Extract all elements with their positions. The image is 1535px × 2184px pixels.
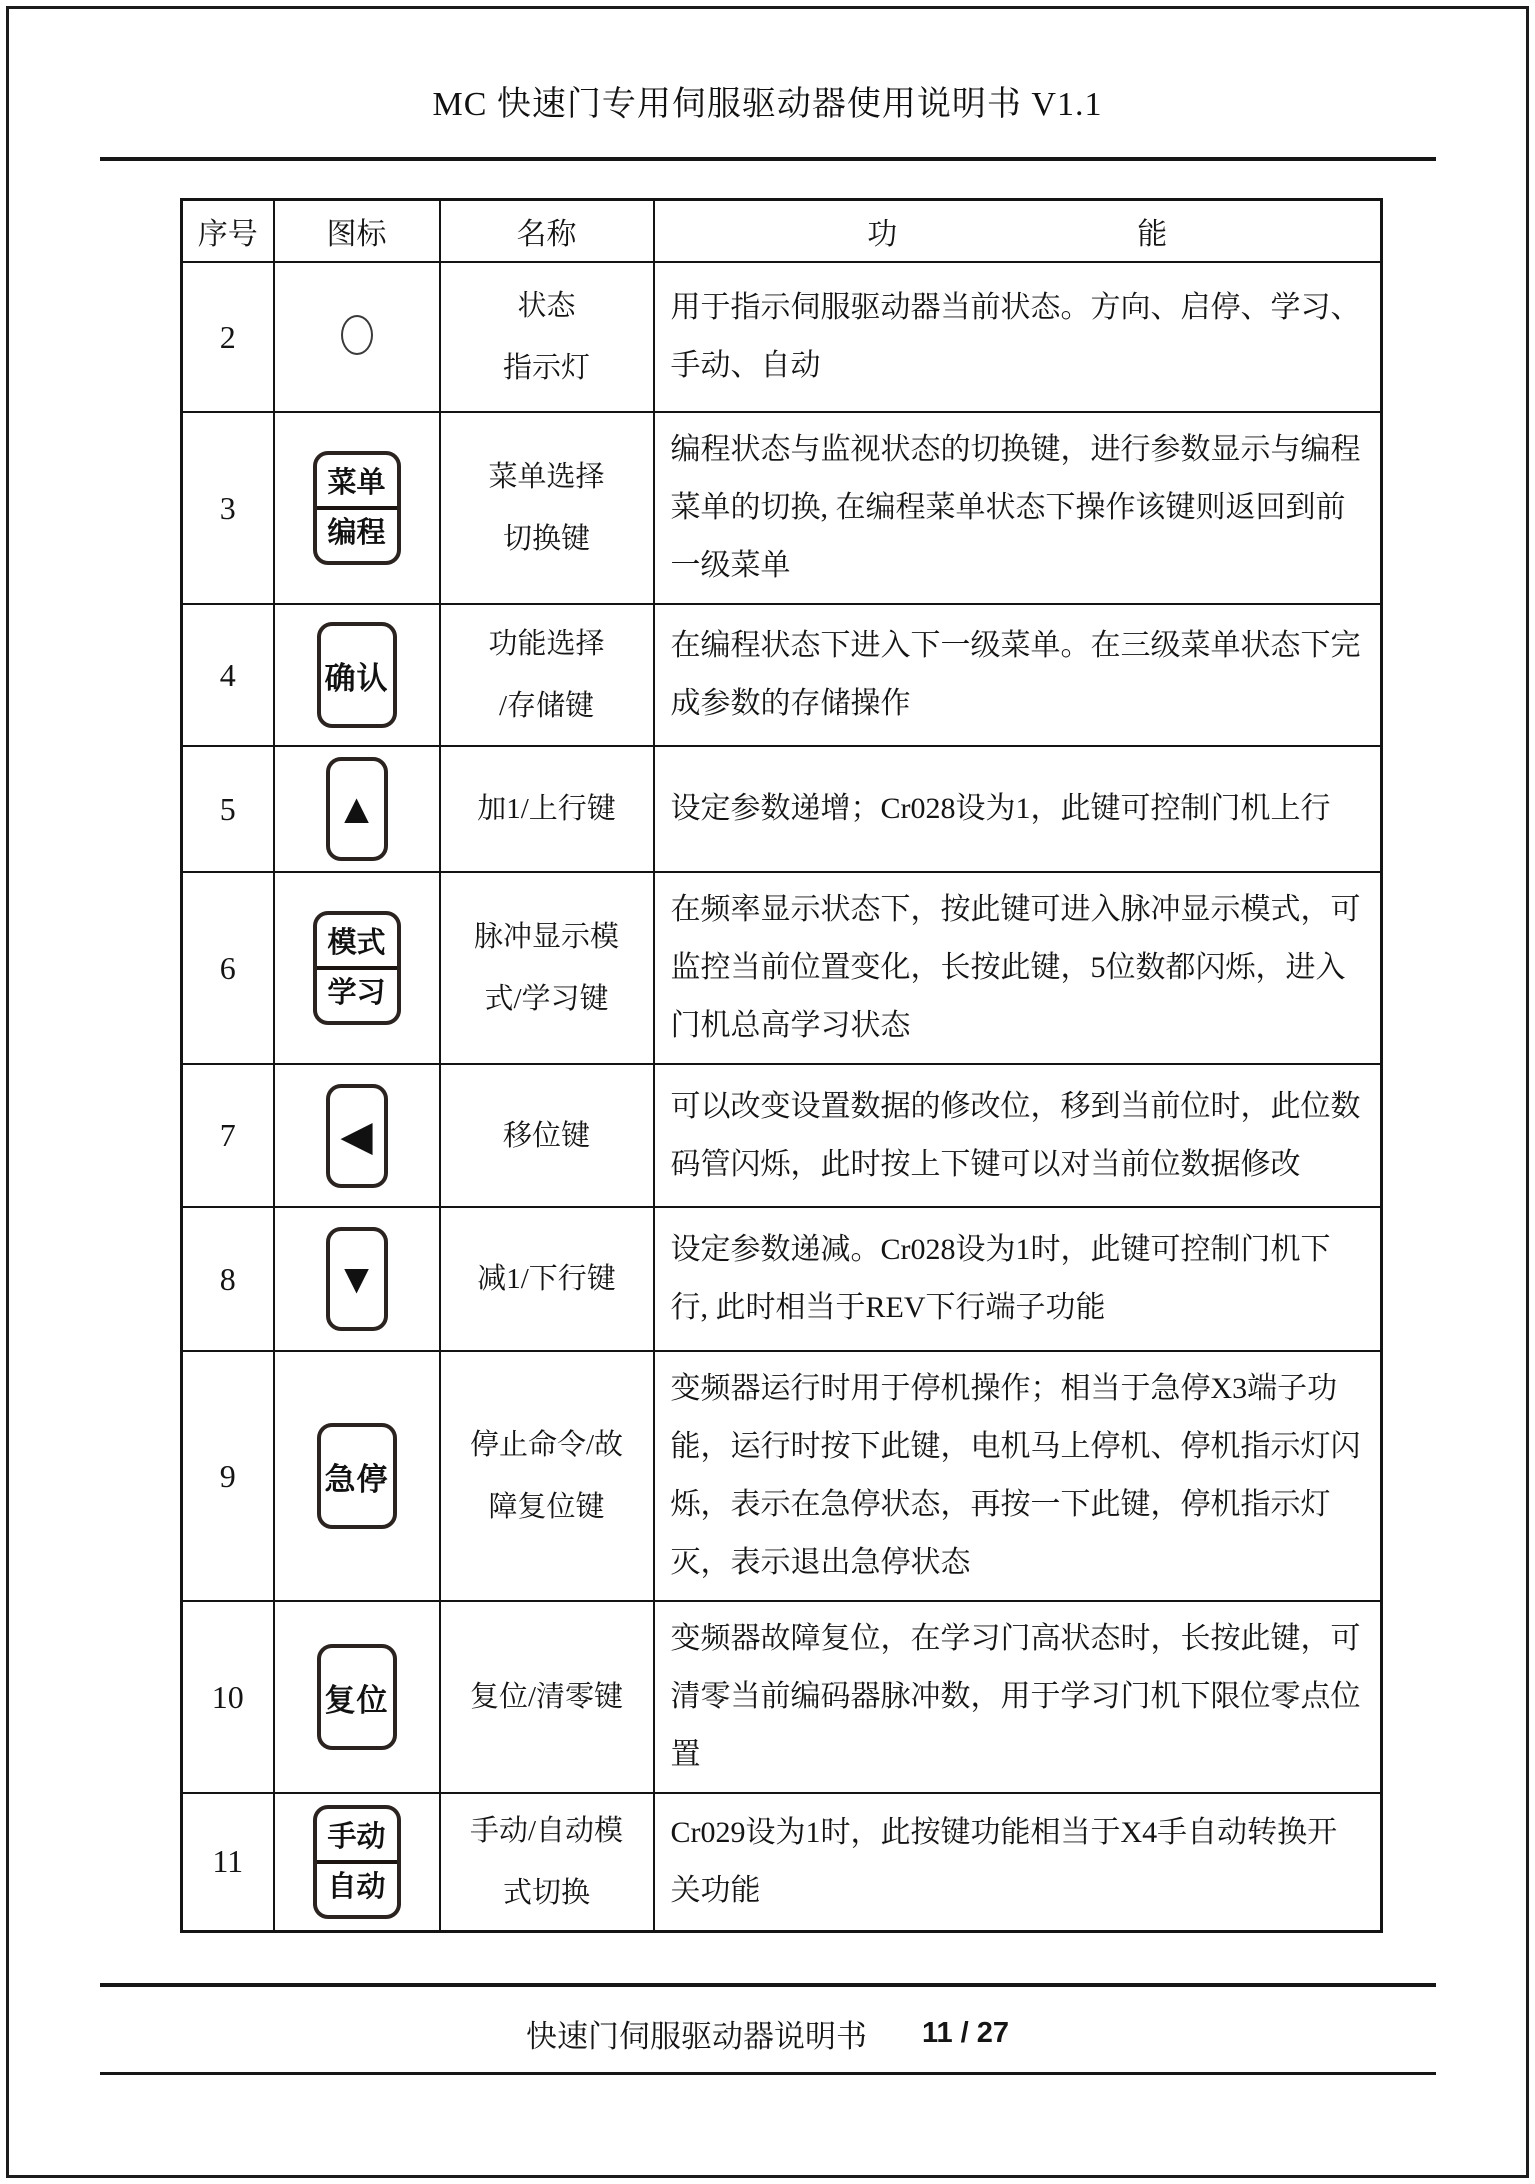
function-cell: 设定参数递减。Cr028设为1时，此键可控制门机下行, 此时相当于REV下行端子功能 <box>654 1207 1382 1351</box>
reset-key-icon: 复位 <box>317 1644 397 1750</box>
table-row <box>182 872 1382 1064</box>
table-row <box>182 262 1382 412</box>
key-name-cell <box>440 1064 654 1207</box>
table-row <box>182 1207 1382 1351</box>
row-icon-cell <box>274 262 440 412</box>
key-label: 模式 <box>327 927 386 959</box>
key-name-line: /存储键 <box>498 690 595 722</box>
row-icon-cell <box>274 1793 440 1931</box>
row-number: 2 <box>182 262 274 412</box>
table-row <box>182 412 1382 604</box>
row-number: 10 <box>182 1601 274 1793</box>
key-name-line: 减1/下行键 <box>477 1263 616 1295</box>
function-cell: 可以改变设置数据的修改位，移到当前位时，此位数码管闪烁，此时按上下键可以对当前位数据修改 <box>654 1064 1382 1207</box>
key-name-line: 复位/清零键 <box>469 1681 624 1713</box>
row-icon-cell <box>274 1064 440 1207</box>
key-name-line: 移位键 <box>502 1119 590 1152</box>
row-number: 9 <box>182 1351 274 1601</box>
function-cell: Cr029设为1时，此按键功能相当于X4手自动转换开关功能 <box>654 1793 1382 1931</box>
key-name-line: 菜单选择 <box>488 461 605 493</box>
footer-page-number: 11 / 27 <box>921 2016 1010 2049</box>
page-title: MC 快速门专用伺服驱动器使用说明书 V1.1 <box>432 86 1103 123</box>
row-icon-cell <box>274 1351 440 1601</box>
table-body <box>182 262 1382 1931</box>
key-name-line: 加1/上行键 <box>477 793 616 825</box>
key-name-cell <box>440 1207 654 1351</box>
key-name-cell <box>440 1793 654 1931</box>
status-led-icon <box>341 315 373 355</box>
footer-doc-name: 快速门伺服驱动器说明书 <box>525 2018 867 2054</box>
row-number: 6 <box>182 872 274 1064</box>
key-name-line: 停止命令/故 <box>469 1429 624 1461</box>
function-cell: 在编程状态下进入下一级菜单。在三级菜单状态下完成参数的存储操作 <box>654 604 1382 746</box>
row-icon-cell <box>274 1207 440 1351</box>
key-name-line: 功能选择 <box>488 628 605 660</box>
function-cell: 编程状态与监视状态的切换键，进行参数显示与编程菜单的切换, 在编程菜单状态下操作该键则返回到前一级菜单 <box>654 412 1382 604</box>
key-name-line: 式/学习键 <box>484 983 609 1015</box>
key-name-line: 切换键 <box>502 523 590 555</box>
table-row <box>182 1601 1382 1793</box>
header-rule <box>100 157 1436 161</box>
table-row <box>182 604 1382 746</box>
row-number: 8 <box>182 1207 274 1351</box>
footer-rule-bottom <box>100 2072 1436 2075</box>
row-number: 5 <box>182 746 274 872</box>
table-header <box>182 200 1382 263</box>
key-name-cell <box>440 1351 654 1601</box>
key-label: 自动 <box>327 1870 386 1903</box>
left-shift-key-icon: ◀ <box>326 1084 388 1188</box>
footer-rule-top <box>100 1983 1436 1987</box>
row-icon-cell <box>274 746 440 872</box>
key-name-cell <box>440 746 654 872</box>
key-name-line: 障复位键 <box>488 1491 605 1523</box>
down-arrow-key-icon: ▼ <box>326 1227 388 1331</box>
key-name-line: 脉冲显示模 <box>473 921 619 953</box>
row-icon-cell <box>274 604 440 746</box>
key-name-line: 状态 <box>517 290 576 322</box>
key-name-cell <box>440 1601 654 1793</box>
function-table <box>180 198 1383 1933</box>
key-label: 手动 <box>327 1820 386 1853</box>
menu-program-key-icon <box>313 451 401 565</box>
key-label: 编程 <box>327 517 386 549</box>
key-name-cell <box>440 604 654 746</box>
table-row <box>182 1064 1382 1207</box>
header-row <box>182 200 1382 263</box>
key-name-line: 指示灯 <box>502 352 590 384</box>
row-number: 3 <box>182 412 274 604</box>
function-cell: 变频器运行时用于停机操作；相当于急停X3端子功能，运行时按下此键，电机马上停机、停机指示灯闪烁，表示在急停状态，再按一下此键，停机指示灯灭，表示退出急停状态 <box>654 1351 1382 1601</box>
function-cell: 设定参数递增；Cr028设为1，此键可控制门机上行 <box>654 746 1382 872</box>
table-row <box>182 1793 1382 1931</box>
mode-learn-key-icon <box>313 911 401 1025</box>
function-cell: 用于指示伺服驱动器当前状态。方向、启停、学习、手动、自动 <box>654 262 1382 412</box>
key-name-cell <box>440 412 654 604</box>
column-header: 图标 <box>274 200 440 263</box>
key-name-cell <box>440 872 654 1064</box>
column-header: 序号 <box>182 200 274 263</box>
emergency-stop-key-icon: 急停 <box>317 1423 397 1529</box>
row-number: 11 <box>182 1793 274 1931</box>
key-name-cell <box>440 262 654 412</box>
table-row <box>182 746 1382 872</box>
function-cell: 变频器故障复位，在学习门高状态时，长按此键，可清零当前编码器脉冲数，用于学习门机下限位零点位置 <box>654 1601 1382 1793</box>
row-icon-cell <box>274 1601 440 1793</box>
table-row <box>182 1351 1382 1601</box>
key-label: 学习 <box>327 977 386 1009</box>
column-header: 功 能 <box>654 200 1382 263</box>
key-name-line: 手动/自动模 <box>469 1814 624 1847</box>
manual-auto-key-icon <box>313 1805 401 1919</box>
footer <box>0 2003 1535 2063</box>
row-number: 4 <box>182 604 274 746</box>
row-icon-cell <box>274 872 440 1064</box>
up-arrow-key-icon: ▲ <box>326 757 388 861</box>
row-icon-cell <box>274 412 440 604</box>
function-cell: 在频率显示状态下，按此键可进入脉冲显示模式，可监控当前位置变化，长按此键，5位数都闪烁，进入门机总高学习状态 <box>654 872 1382 1064</box>
column-header: 名称 <box>440 200 654 263</box>
key-label: 菜单 <box>327 467 386 499</box>
confirm-key-icon: 确认 <box>317 622 397 728</box>
key-name-line: 式切换 <box>502 1876 590 1909</box>
row-number: 7 <box>182 1064 274 1207</box>
